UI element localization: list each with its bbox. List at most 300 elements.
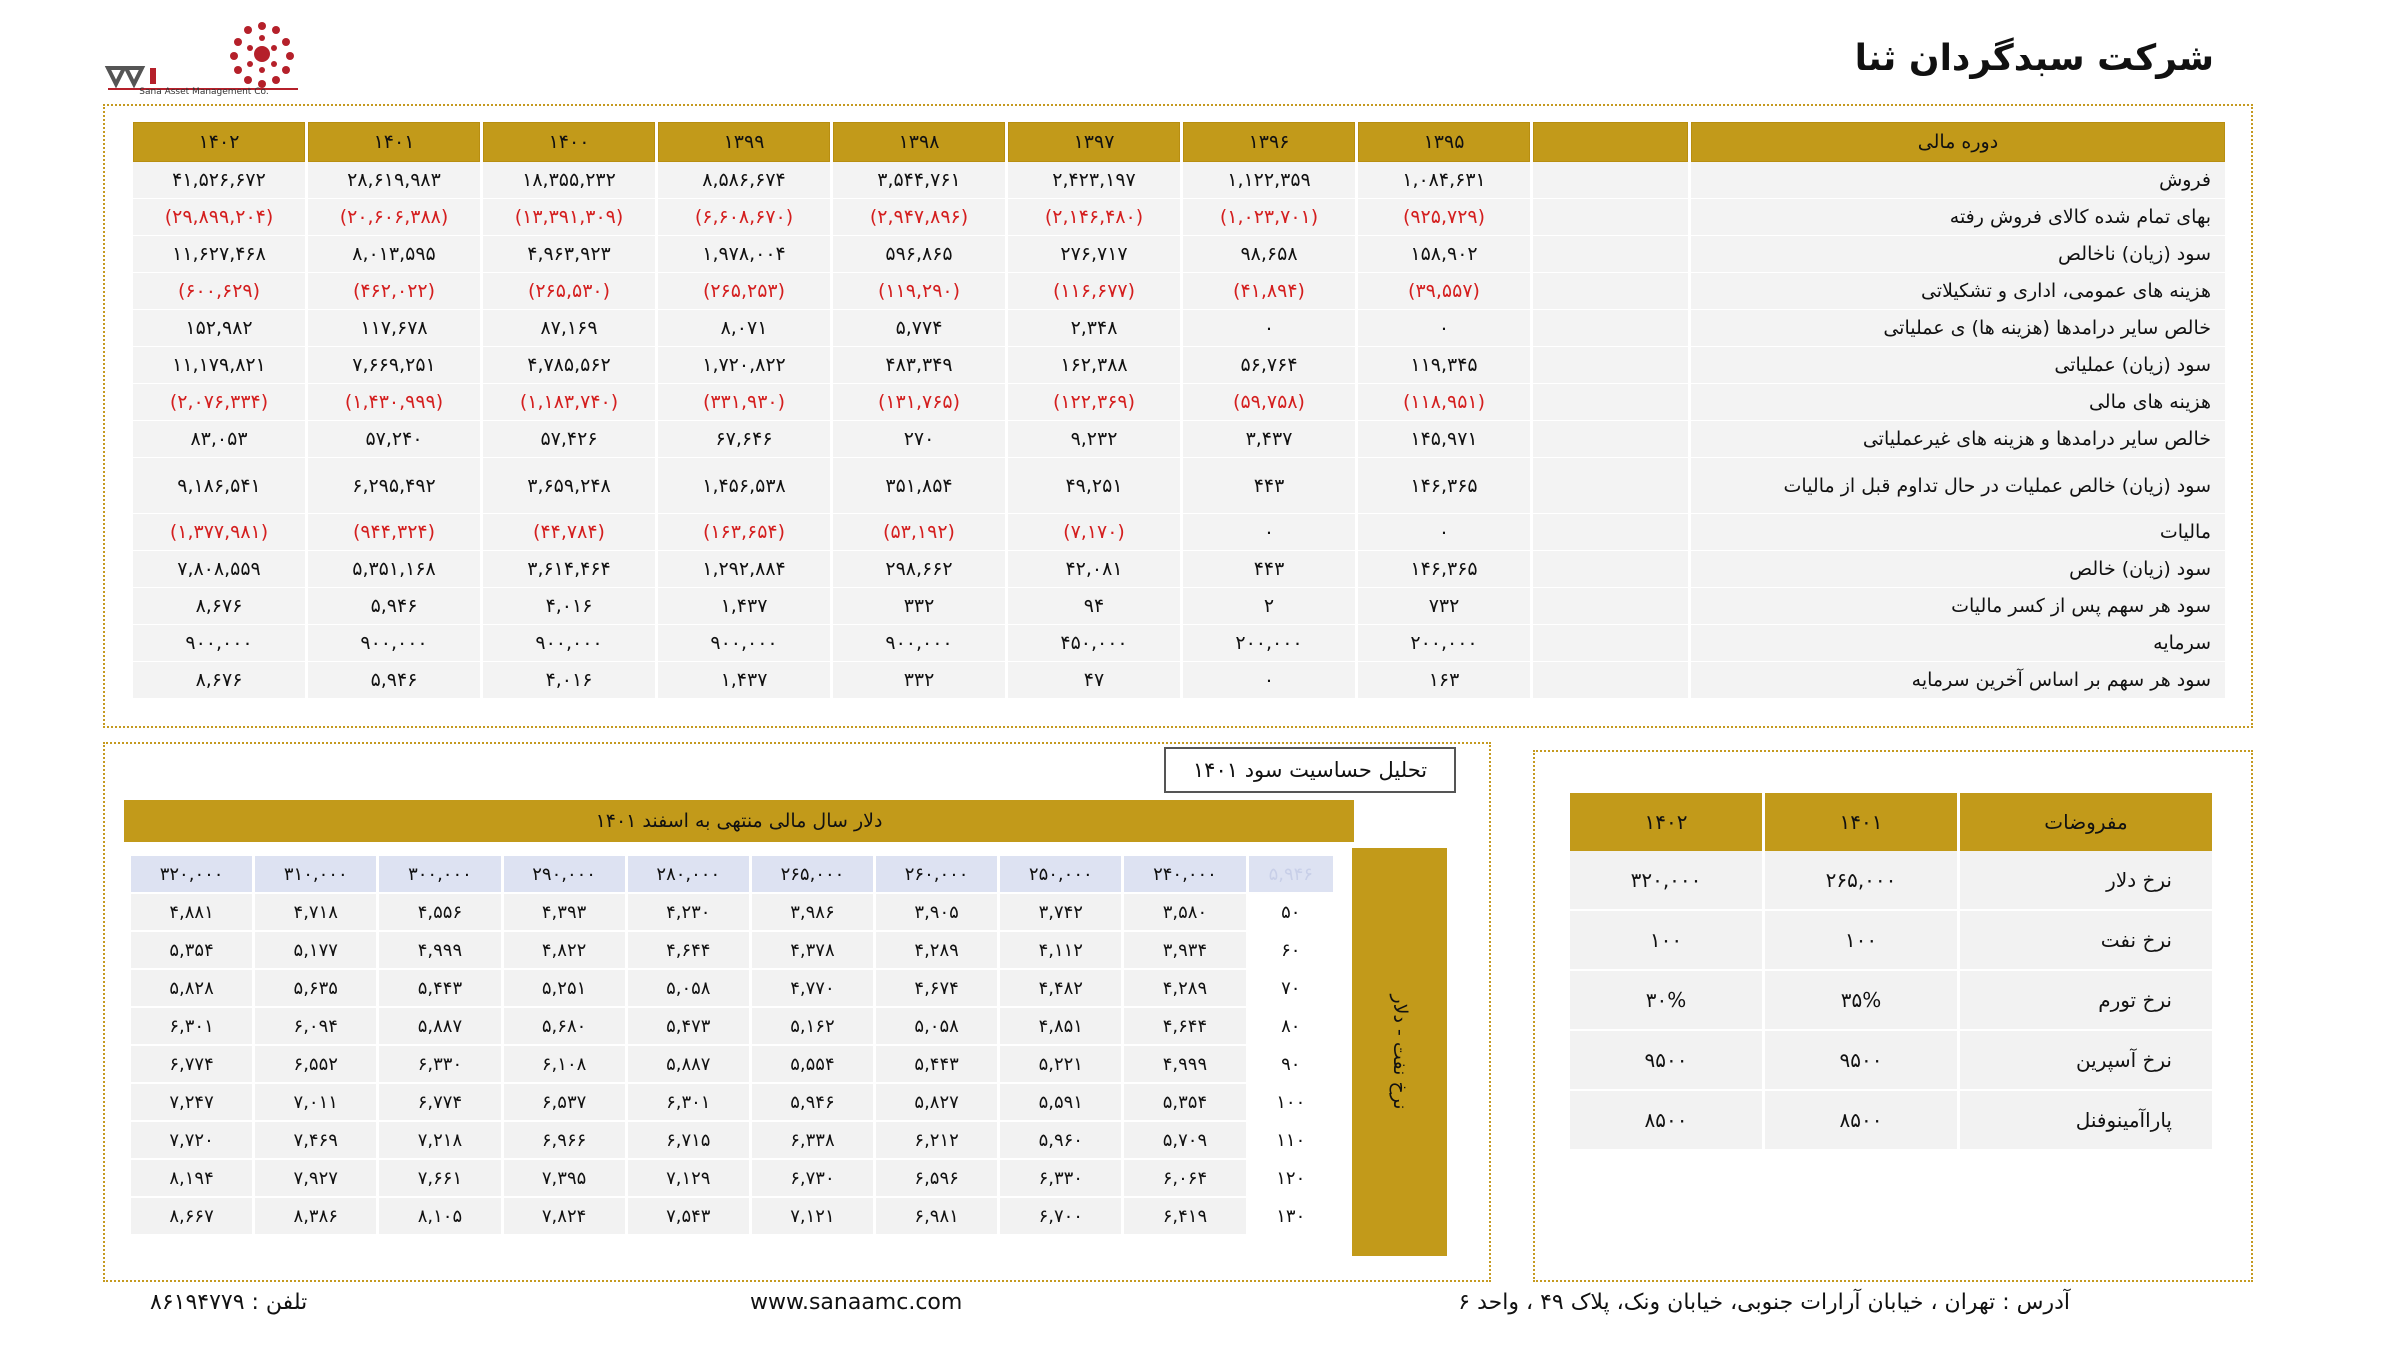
dollar-rate: ۲۶۰,۰۰۰ [876, 856, 997, 892]
financial-value: ۴۹,۲۵۱ [1008, 458, 1180, 514]
sensitivity-value: ۶,۴۱۹ [1124, 1198, 1245, 1234]
year-header: ۱۴۰۲ [1570, 793, 1762, 851]
dollar-rate: ۲۸۰,۰۰۰ [628, 856, 749, 892]
financial-row [133, 588, 2225, 625]
assumption-value: ۸۵۰۰ [1570, 1091, 1762, 1151]
blank-cell [1533, 514, 1688, 551]
financial-value: ۱,۷۲۰,۸۲۲ [658, 347, 830, 384]
financial-value: ۳۳۲ [833, 662, 1005, 699]
financial-value: ۳,۶۱۴,۴۶۴ [483, 551, 655, 588]
financial-value: ۷,۸۰۸,۵۵۹ [133, 551, 305, 588]
financial-value: ۴,۰۱۶ [483, 588, 655, 625]
sensitivity-row [131, 1160, 1333, 1196]
financial-value: ۲۰۰,۰۰۰ [1358, 625, 1530, 662]
financial-value: (۱۱۹,۲۹۰) [833, 273, 1005, 310]
financial-value: ۱۱,۱۷۹,۸۲۱ [133, 347, 305, 384]
financial-value: ۰ [1183, 514, 1355, 551]
financial-row [133, 662, 2225, 699]
sensitivity-value: ۴,۴۸۲ [1000, 970, 1121, 1006]
financial-value: (۳۹,۵۵۷) [1358, 273, 1530, 310]
financial-label: سود (زیان) خالص عملیات در حال تداوم قبل از مالیات [1691, 458, 2225, 514]
blank-cell [1533, 458, 1688, 514]
financial-label: سود (زیان) عملیاتی [1691, 347, 2225, 384]
dollar-rate-row [131, 856, 1333, 892]
financial-label: سود (زیان) خالص [1691, 551, 2225, 588]
financial-value: (۱۱۸,۹۵۱) [1358, 384, 1530, 421]
logo-caption: Sana Asset Management Co. [139, 87, 269, 97]
sensitivity-value: ۳,۹۰۵ [876, 894, 997, 930]
sensitivity-value: ۵,۴۷۳ [628, 1008, 749, 1044]
blank-cell [1533, 347, 1688, 384]
year-header: ۱۳۹۵ [1358, 122, 1530, 162]
sensitivity-value: ۵,۸۲۷ [876, 1084, 997, 1120]
financial-value: ۱۵۲,۹۸۲ [133, 310, 305, 347]
sensitivity-value: ۵,۸۸۷ [628, 1046, 749, 1082]
assumption-value: ۹۵۰۰ [1570, 1031, 1762, 1091]
financial-value: ۱,۲۹۲,۸۸۴ [658, 551, 830, 588]
sensitivity-value: ۴,۳۷۸ [752, 932, 873, 968]
oil-rate: ۶۰ [1249, 932, 1333, 968]
financial-value: ۲۷۰ [833, 421, 1005, 458]
financial-value: ۱۴۶,۳۶۵ [1358, 458, 1530, 514]
financial-value: ۴,۹۶۳,۹۲۳ [483, 236, 655, 273]
financial-value: ۴۱,۵۲۶,۶۷۲ [133, 162, 305, 199]
assumption-label: نرخ دلار [1960, 851, 2212, 911]
financial-label: بهای تمام شده کالای فروش رفته [1691, 199, 2225, 236]
blank-cell [1533, 662, 1688, 699]
financial-value: (۲,۱۴۶,۴۸۰) [1008, 199, 1180, 236]
oil-rate: ۷۰ [1249, 970, 1333, 1006]
dollar-axis-bar: دلار سال مالی منتهی به اسفند ۱۴۰۱ [124, 800, 1354, 842]
financial-value: ۲۰۰,۰۰۰ [1183, 625, 1355, 662]
financial-row [133, 162, 2225, 199]
financial-header-row [133, 122, 2225, 162]
sensitivity-value: ۸,۱۹۴ [131, 1160, 252, 1196]
sensitivity-value: ۷,۷۲۰ [131, 1122, 252, 1158]
sensitivity-value: ۵,۲۲۱ [1000, 1046, 1121, 1082]
financial-value: ۴۴۳ [1183, 458, 1355, 514]
financial-row [133, 273, 2225, 310]
financial-value: (۱,۴۳۰,۹۹۹) [308, 384, 480, 421]
financial-value: ۴,۷۸۵,۵۶۲ [483, 347, 655, 384]
financial-value: ۲۷۶,۷۱۷ [1008, 236, 1180, 273]
year-header: ۱۴۰۱ [308, 122, 480, 162]
financial-value: (۲۶۵,۲۵۳) [658, 273, 830, 310]
financial-row [133, 514, 2225, 551]
financial-label: خالص سایر درامدها و هزینه های غیرعملیاتی [1691, 421, 2225, 458]
financial-label: سرمایه [1691, 625, 2225, 662]
sensitivity-value: ۷,۵۴۳ [628, 1198, 749, 1234]
financial-value: (۲۶۵,۵۳۰) [483, 273, 655, 310]
financial-value: ۳۳۲ [833, 588, 1005, 625]
financial-value: ۱,۹۷۸,۰۰۴ [658, 236, 830, 273]
sensitivity-value: ۵,۸۸۷ [379, 1008, 500, 1044]
financial-value: ۱,۰۸۴,۶۳۱ [1358, 162, 1530, 199]
financial-value: ۹۰۰,۰۰۰ [133, 625, 305, 662]
financial-value: ۱۴۶,۳۶۵ [1358, 551, 1530, 588]
sensitivity-value: ۴,۳۹۳ [504, 894, 625, 930]
footer-phone [150, 1290, 307, 1315]
sensitivity-value: ۷,۹۲۷ [255, 1160, 376, 1196]
sensitivity-value: ۵,۰۵۸ [628, 970, 749, 1006]
financial-value: ۷,۶۶۹,۲۵۱ [308, 347, 480, 384]
assumption-value: ۱۰۰ [1765, 911, 1957, 971]
financial-value: ۱,۴۳۷ [658, 588, 830, 625]
sensitivity-value: ۵,۵۵۴ [752, 1046, 873, 1082]
year-header: ۱۴۰۱ [1765, 793, 1957, 851]
company-title: شرکت سبدگردان ثنا [1854, 38, 2214, 79]
financial-value: ۲,۳۴۸ [1008, 310, 1180, 347]
assumption-value: ۱۰۰ [1570, 911, 1762, 971]
financial-table [130, 122, 2228, 699]
financial-label: مالیات [1691, 514, 2225, 551]
sensitivity-row [131, 894, 1333, 930]
financial-value: ۰ [1358, 310, 1530, 347]
sensitivity-value: ۴,۹۹۹ [379, 932, 500, 968]
financial-value: ۱,۴۵۶,۵۳۸ [658, 458, 830, 514]
financial-value: (۱۳,۳۹۱,۳۰۹) [483, 199, 655, 236]
financial-value: (۱,۱۸۳,۷۴۰) [483, 384, 655, 421]
financial-value: ۵۶,۷۶۴ [1183, 347, 1355, 384]
footer-website[interactable]: www.sanaamc.com [750, 1290, 963, 1315]
dollar-rate: ۳۰۰,۰۰۰ [379, 856, 500, 892]
sensitivity-table [128, 854, 1336, 1236]
sensitivity-value: ۵,۲۵۱ [504, 970, 625, 1006]
sensitivity-value: ۶,۳۰۱ [628, 1084, 749, 1120]
sensitivity-value: ۶,۹۶۶ [504, 1122, 625, 1158]
year-header: ۱۴۰۰ [483, 122, 655, 162]
dollar-rate: ۳۱۰,۰۰۰ [255, 856, 376, 892]
sensitivity-value: ۴,۵۵۶ [379, 894, 500, 930]
assumption-value: ۳۰% [1570, 971, 1762, 1031]
blank-cell [1533, 199, 1688, 236]
sensitivity-value: ۵,۴۴۳ [379, 970, 500, 1006]
financial-value: (۱۶۳,۶۵۴) [658, 514, 830, 551]
assumption-value: ۳۲۰,۰۰۰ [1570, 851, 1762, 911]
sensitivity-value: ۷,۸۲۴ [504, 1198, 625, 1234]
financial-label: هزینه های عمومی، اداری و تشکیلاتی [1691, 273, 2225, 310]
blank-cell [1533, 551, 1688, 588]
financial-value: ۸,۶۷۶ [133, 588, 305, 625]
sensitivity-value: ۵,۶۸۰ [504, 1008, 625, 1044]
sensitivity-value: ۶,۲۱۲ [876, 1122, 997, 1158]
year-header: ۱۳۹۹ [658, 122, 830, 162]
blank-cell [1533, 310, 1688, 347]
sensitivity-value: ۴,۸۵۱ [1000, 1008, 1121, 1044]
sensitivity-value: ۷,۳۹۵ [504, 1160, 625, 1196]
financial-label: هزینه های مالی [1691, 384, 2225, 421]
financial-value: ۵,۳۵۱,۱۶۸ [308, 551, 480, 588]
sensitivity-value: ۶,۵۳۷ [504, 1084, 625, 1120]
phone-label: تلفن : [251, 1290, 308, 1315]
financial-value: (۵۳,۱۹۲) [833, 514, 1005, 551]
financial-value: ۴۸۳,۳۴۹ [833, 347, 1005, 384]
financial-value: ۲۸,۶۱۹,۹۸۳ [308, 162, 480, 199]
sensitivity-value: ۷,۲۴۷ [131, 1084, 252, 1120]
financial-value: ۵۷,۴۲۶ [483, 421, 655, 458]
financial-label: خالص سایر درامدها (هزینه ها) ی عملیاتی [1691, 310, 2225, 347]
sensitivity-value: ۶,۹۸۱ [876, 1198, 997, 1234]
financial-row [133, 199, 2225, 236]
financial-value: ۲۹۸,۶۶۲ [833, 551, 1005, 588]
financial-value: ۱۱,۶۲۷,۴۶۸ [133, 236, 305, 273]
sensitivity-value: ۴,۷۱۸ [255, 894, 376, 930]
financial-value: ۱۶۳ [1358, 662, 1530, 699]
assumption-row [1570, 1091, 2212, 1151]
financial-row [133, 347, 2225, 384]
financial-value: (۲۰,۶۰۶,۳۸۸) [308, 199, 480, 236]
sensitivity-value: ۶,۷۱۵ [628, 1122, 749, 1158]
financial-value: (۱,۳۷۷,۹۸۱) [133, 514, 305, 551]
oil-rate: ۸۰ [1249, 1008, 1333, 1044]
sensitivity-value: ۶,۳۳۰ [379, 1046, 500, 1082]
oil-rate: ۱۱۰ [1249, 1122, 1333, 1158]
year-header: ۱۳۹۶ [1183, 122, 1355, 162]
financial-value: ۹,۱۸۶,۵۴۱ [133, 458, 305, 514]
financial-value: (۹۲۵,۷۲۹) [1358, 199, 1530, 236]
year-header: ۱۳۹۷ [1008, 122, 1180, 162]
assumption-row [1570, 911, 2212, 971]
sensitivity-value: ۵,۳۵۴ [131, 932, 252, 968]
financial-value: ۵,۹۴۶ [308, 662, 480, 699]
financial-value: ۶,۲۹۵,۴۹۲ [308, 458, 480, 514]
financial-value: ۴۷ [1008, 662, 1180, 699]
oil-rate: ۱۲۰ [1249, 1160, 1333, 1196]
financial-value: ۷۳۲ [1358, 588, 1530, 625]
financial-value: ۳,۴۳۷ [1183, 421, 1355, 458]
financial-value: ۰ [1358, 514, 1530, 551]
sensitivity-value: ۴,۲۳۰ [628, 894, 749, 930]
assumption-row [1570, 851, 2212, 911]
assumption-row [1570, 1031, 2212, 1091]
sensitivity-value: ۸,۶۶۷ [131, 1198, 252, 1234]
financial-value: ۸۷,۱۶۹ [483, 310, 655, 347]
assumption-value: ۹۵۰۰ [1765, 1031, 1957, 1091]
sensitivity-value: ۳,۵۸۰ [1124, 894, 1245, 930]
sensitivity-row [131, 1198, 1333, 1234]
oil-rate: ۱۰۰ [1249, 1084, 1333, 1120]
dollar-rate: ۲۶۵,۰۰۰ [752, 856, 873, 892]
sensitivity-value: ۴,۱۱۲ [1000, 932, 1121, 968]
financial-value: (۶۰۰,۶۲۹) [133, 273, 305, 310]
financial-value: (۱۳۱,۷۶۵) [833, 384, 1005, 421]
financial-value: ۲,۴۲۳,۱۹۷ [1008, 162, 1180, 199]
sensitivity-value: ۶,۷۰۰ [1000, 1198, 1121, 1234]
year-header: ۱۳۹۸ [833, 122, 1005, 162]
sensitivity-value: ۵,۹۶۰ [1000, 1122, 1121, 1158]
assumption-value: ۲۶۵,۰۰۰ [1765, 851, 1957, 911]
year-header: ۱۴۰۲ [133, 122, 305, 162]
sensitivity-value: ۵,۷۰۹ [1124, 1122, 1245, 1158]
sensitivity-value: ۵,۱۷۷ [255, 932, 376, 968]
blank-cell [1533, 588, 1688, 625]
sensitivity-value: ۴,۶۴۴ [1124, 1008, 1245, 1044]
sensitivity-value: ۴,۶۴۴ [628, 932, 749, 968]
sensitivity-value: ۷,۲۱۸ [379, 1122, 500, 1158]
financial-value: ۱,۴۳۷ [658, 662, 830, 699]
assumption-label: نرخ نفت [1960, 911, 2212, 971]
financial-value: ۳۵۱,۸۵۴ [833, 458, 1005, 514]
sensitivity-value: ۵,۴۴۳ [876, 1046, 997, 1082]
financial-row [133, 421, 2225, 458]
sensitivity-value: ۵,۱۶۲ [752, 1008, 873, 1044]
financial-value: (۵۹,۷۵۸) [1183, 384, 1355, 421]
financial-value: (۲,۹۴۷,۸۹۶) [833, 199, 1005, 236]
financial-row [133, 384, 2225, 421]
sensitivity-value: ۵,۹۴۶ [752, 1084, 873, 1120]
sensitivity-value: ۳,۷۴۲ [1000, 894, 1121, 930]
sensitivity-value: ۴,۹۹۹ [1124, 1046, 1245, 1082]
assumptions-header-row [1570, 793, 2212, 851]
sensitivity-value: ۵,۳۵۴ [1124, 1084, 1245, 1120]
financial-value: ۴۴۳ [1183, 551, 1355, 588]
financial-value: ۵۹۶,۸۶۵ [833, 236, 1005, 273]
sensitivity-corner: ۵,۹۴۶ [1249, 856, 1333, 892]
financial-value: ۵,۹۴۶ [308, 588, 480, 625]
financial-value: ۸,۰۱۳,۵۹۵ [308, 236, 480, 273]
blank-cell [1533, 236, 1688, 273]
sensitivity-value: ۴,۲۸۹ [1124, 970, 1245, 1006]
financial-value: ۳,۵۴۴,۷۶۱ [833, 162, 1005, 199]
financial-value: ۴,۰۱۶ [483, 662, 655, 699]
financial-value: (۱,۰۲۳,۷۰۱) [1183, 199, 1355, 236]
sensitivity-value: ۶,۷۷۴ [379, 1084, 500, 1120]
financial-value: (۴۱,۸۹۴) [1183, 273, 1355, 310]
financial-value: (۹۴۴,۳۲۴) [308, 514, 480, 551]
sensitivity-value: ۶,۷۷۴ [131, 1046, 252, 1082]
financial-row [133, 236, 2225, 273]
financial-value: ۸,۵۸۶,۶۷۴ [658, 162, 830, 199]
sensitivity-row [131, 1122, 1333, 1158]
financial-value: (۱۲۲,۳۶۹) [1008, 384, 1180, 421]
sensitivity-row [131, 932, 1333, 968]
sensitivity-value: ۴,۸۲۲ [504, 932, 625, 968]
assumptions-header: مفروضات [1960, 793, 2212, 851]
sensitivity-value: ۶,۵۹۶ [876, 1160, 997, 1196]
financial-value: ۴۵۰,۰۰۰ [1008, 625, 1180, 662]
sensitivity-value: ۶,۱۰۸ [504, 1046, 625, 1082]
financial-value: (۲,۰۷۶,۳۳۴) [133, 384, 305, 421]
blank-cell [1533, 384, 1688, 421]
financial-value: ۸۳,۰۵۳ [133, 421, 305, 458]
assumption-label: نرخ تورم [1960, 971, 2212, 1031]
financial-value: (۳۳۱,۹۳۰) [658, 384, 830, 421]
assumption-label: نرخ آسپرین [1960, 1031, 2212, 1091]
financial-value: (۷,۱۷۰) [1008, 514, 1180, 551]
blank-cell [1533, 273, 1688, 310]
sensitivity-row [131, 1084, 1333, 1120]
sensitivity-value: ۶,۳۰۱ [131, 1008, 252, 1044]
financial-value: ۲ [1183, 588, 1355, 625]
sensitivity-title: تحلیل حساسیت سود ۱۴۰۱ [1164, 747, 1456, 793]
blank-header [1533, 122, 1688, 162]
oil-rate: ۹۰ [1249, 1046, 1333, 1082]
financial-value: (۴۶۲,۰۲۲) [308, 273, 480, 310]
blank-cell [1533, 421, 1688, 458]
sensitivity-value: ۳,۹۳۴ [1124, 932, 1245, 968]
financial-value: ۸,۶۷۶ [133, 662, 305, 699]
sensitivity-value: ۶,۷۳۰ [752, 1160, 873, 1196]
financial-value: ۱۶۲,۳۸۸ [1008, 347, 1180, 384]
financial-value: ۹۴ [1008, 588, 1180, 625]
sensitivity-value: ۷,۱۲۱ [752, 1198, 873, 1234]
oil-rate: ۱۳۰ [1249, 1198, 1333, 1234]
footer-address: آدرس : تهران ، خیابان آرارات جنوبی، خیابان ونک، پلاک ۴۹ ، واحد ۶ [1458, 1290, 2070, 1315]
phone-number: ۸۶۱۹۴۷۷۹ [150, 1290, 245, 1315]
financial-value: ۹۰۰,۰۰۰ [833, 625, 1005, 662]
sensitivity-value: ۶,۳۳۰ [1000, 1160, 1121, 1196]
financial-label: سود هر سهم پس از کسر مالیات [1691, 588, 2225, 625]
financial-value: ۱,۱۲۲,۳۵۹ [1183, 162, 1355, 199]
financial-value: ۰ [1183, 662, 1355, 699]
financial-value: ۸,۰۷۱ [658, 310, 830, 347]
sensitivity-value: ۵,۸۲۸ [131, 970, 252, 1006]
financial-value: ۹۸,۶۵۸ [1183, 236, 1355, 273]
financial-label: سود (زیان) ناخالص [1691, 236, 2225, 273]
sensitivity-value: ۴,۷۷۰ [752, 970, 873, 1006]
sensitivity-value: ۵,۵۹۱ [1000, 1084, 1121, 1120]
financial-row [133, 310, 2225, 347]
financial-value: ۱۸,۳۵۵,۲۳۲ [483, 162, 655, 199]
sensitivity-value: ۷,۰۱۱ [255, 1084, 376, 1120]
blank-cell [1533, 162, 1688, 199]
sensitivity-value: ۶,۰۹۴ [255, 1008, 376, 1044]
financial-value: ۱۱۹,۳۴۵ [1358, 347, 1530, 384]
financial-value: (۶,۶۰۸,۶۷۰) [658, 199, 830, 236]
financial-value: ۵۷,۲۴۰ [308, 421, 480, 458]
blank-cell [1533, 625, 1688, 662]
financial-value: ۹۰۰,۰۰۰ [483, 625, 655, 662]
sensitivity-value: ۵,۰۵۸ [876, 1008, 997, 1044]
dollar-rate: ۳۲۰,۰۰۰ [131, 856, 252, 892]
financial-row [133, 625, 2225, 662]
oil-axis-label: نرخ نفت - دلار [1388, 994, 1411, 1110]
dollar-rate: ۲۹۰,۰۰۰ [504, 856, 625, 892]
assumption-row [1570, 971, 2212, 1031]
financial-value: ۰ [1183, 310, 1355, 347]
financial-value: ۶۷,۶۴۶ [658, 421, 830, 458]
financial-value: (۴۴,۷۸۴) [483, 514, 655, 551]
financial-label: فروش [1691, 162, 2225, 199]
financial-value: ۱۴۵,۹۷۱ [1358, 421, 1530, 458]
sensitivity-value: ۴,۸۸۱ [131, 894, 252, 930]
assumptions-table [1567, 793, 2215, 1151]
sensitivity-value: ۶,۰۶۴ [1124, 1160, 1245, 1196]
financial-value: ۹,۲۳۲ [1008, 421, 1180, 458]
sensitivity-value: ۳,۹۸۶ [752, 894, 873, 930]
financial-value: ۳,۶۵۹,۲۴۸ [483, 458, 655, 514]
financial-row [133, 458, 2225, 514]
sensitivity-value: ۵,۶۳۵ [255, 970, 376, 1006]
sensitivity-value: ۷,۴۶۹ [255, 1122, 376, 1158]
financial-value: ۹۰۰,۰۰۰ [658, 625, 830, 662]
sensitivity-row [131, 1008, 1333, 1044]
dollar-rate: ۲۵۰,۰۰۰ [1000, 856, 1121, 892]
sensitivity-value: ۴,۲۸۹ [876, 932, 997, 968]
financial-label: سود هر سهم بر اساس آخرین سرمایه [1691, 662, 2225, 699]
financial-row [133, 551, 2225, 588]
financial-value: (۲۹,۸۹۹,۲۰۴) [133, 199, 305, 236]
sensitivity-value: ۷,۶۶۱ [379, 1160, 500, 1196]
sensitivity-value: ۴,۶۷۴ [876, 970, 997, 1006]
financial-value: ۹۰۰,۰۰۰ [308, 625, 480, 662]
period-header: دوره مالی [1691, 122, 2225, 162]
financial-value: ۱۱۷,۶۷۸ [308, 310, 480, 347]
sensitivity-value: ۶,۳۳۸ [752, 1122, 873, 1158]
sensitivity-value: ۶,۵۵۲ [255, 1046, 376, 1082]
assumption-value: ۸۵۰۰ [1765, 1091, 1957, 1151]
assumption-value: ۳۵% [1765, 971, 1957, 1031]
